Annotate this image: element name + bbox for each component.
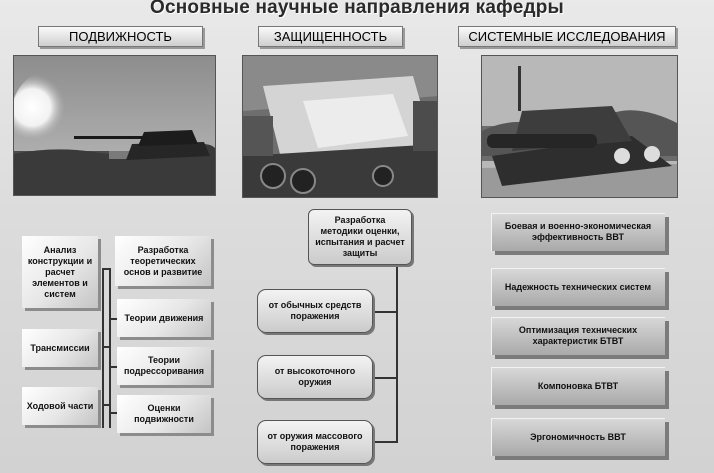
- mobility-right-item: Разработка теоретических основ и развитие: [115, 236, 211, 286]
- mobility-left-item: Анализ конструкции и расчет элементов и систем: [22, 236, 98, 308]
- header-protection: ЗАЩИЩЕННОСТЬ: [258, 26, 403, 47]
- protection-connector: [396, 260, 398, 442]
- header-systems: СИСТЕМНЫЕ ИССЛЕДОВАНИЯ: [458, 26, 676, 47]
- mobility-right-item: Теории движения: [117, 299, 211, 337]
- mobility-connector-tick: [102, 346, 111, 348]
- mobility-left-item: Ходовой части: [22, 387, 98, 425]
- armor-photo: [242, 55, 438, 198]
- protection-connector-tick: [373, 311, 398, 313]
- mobility-connector-tick: [102, 404, 111, 406]
- header-mobility: ПОДВИЖНОСТЬ: [38, 26, 203, 47]
- protection-item: от оружия массового поражения: [257, 420, 373, 464]
- systems-item: Оптимизация технических характеристик БТВТ: [491, 317, 665, 355]
- protection-item: от обычных средств поражения: [257, 289, 373, 333]
- mobility-left-item: Трансмиссии: [22, 329, 98, 367]
- tank-front-photo: [481, 55, 678, 198]
- page-title: Основные научные направления кафедры: [150, 0, 564, 18]
- mobility-right-item: Теории подрессоривания: [117, 347, 211, 385]
- tank-firing-photo: [13, 55, 216, 196]
- protection-connector-tick: [373, 441, 398, 443]
- mobility-right-item: Оценки подвижности: [117, 395, 211, 433]
- mobility-connector-tick: [102, 268, 111, 270]
- systems-item: Компоновка БТВТ: [491, 367, 665, 405]
- protection-connector-tick: [373, 377, 398, 379]
- protection-method-box: Разработка методики оценки, испытания и расчет защиты: [308, 209, 412, 265]
- systems-item: Боевая и военно-экономическая эффективность ВВТ: [491, 213, 665, 251]
- systems-item: Надежность технических систем: [491, 268, 665, 306]
- systems-item: Эргономичность ВВТ: [491, 418, 665, 456]
- protection-item: от высокоточного оружия: [257, 355, 373, 399]
